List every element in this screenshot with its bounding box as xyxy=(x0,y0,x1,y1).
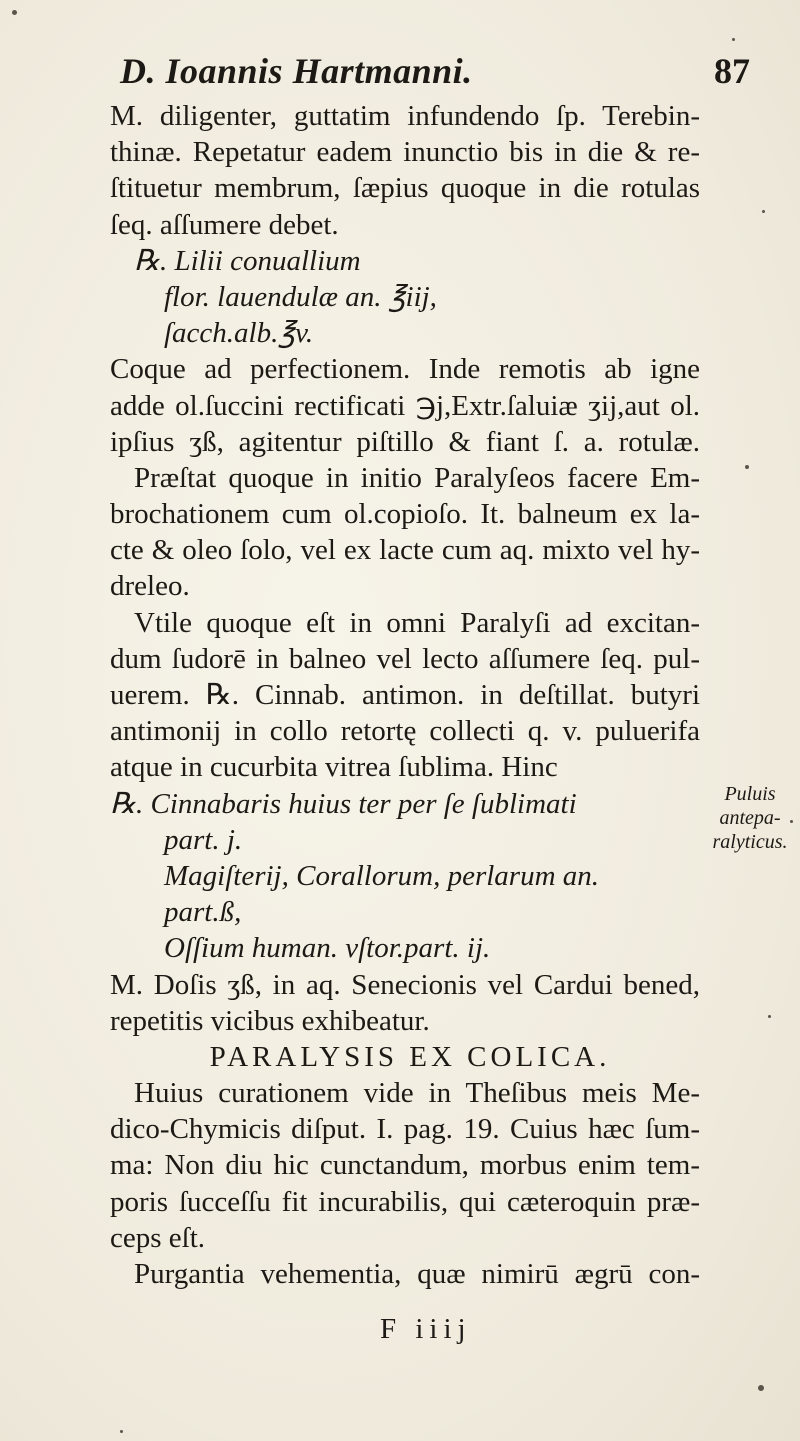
paper-speck xyxy=(745,465,749,469)
paper-speck xyxy=(12,10,17,15)
paper-speck xyxy=(768,1015,771,1018)
paper-speck xyxy=(120,1430,123,1433)
paper-speck xyxy=(758,1385,764,1391)
text-line: poris ſucceſſu fit incurabilis, qui cæteroquin præ- xyxy=(110,1185,700,1218)
signature-mark: F iiij xyxy=(380,1313,472,1345)
recipe-line: flor. lauendulæ an. ℥iij, xyxy=(164,280,437,313)
text-line: ma: Non diu hic cunctandum, morbus enim tem- xyxy=(110,1149,700,1182)
text-line: dum ſudorē in balneo vel lecto aſſumere ſeq. pul- xyxy=(110,642,700,675)
text-line: ſtituetur membrum, ſæpius quoque in die rotulas xyxy=(110,172,700,205)
text-line: cte & oleo ſolo, vel ex lacte cum aq. mixto vel hy- xyxy=(110,534,700,567)
recipe-line: Magiſterij, Corallorum, perlarum an. xyxy=(164,859,600,892)
recipe-line: part. j. xyxy=(164,823,243,856)
text-line: ipſius ʒß, agitentur piſtillo & fiant ſ. a. rotulæ. xyxy=(110,425,700,458)
recipe-line: part.ß, xyxy=(164,896,242,929)
paper-speck xyxy=(732,38,735,41)
margin-note-line: antepa- xyxy=(719,807,781,829)
paper-speck xyxy=(790,820,793,823)
margin-note xyxy=(702,782,798,854)
recipe-line: ℞. Lilii conuallium xyxy=(134,244,361,277)
text-line: ceps eſt. xyxy=(110,1221,206,1254)
text-line: dreleo. xyxy=(110,570,190,603)
text-line: M. diligenter, guttatim infundendo ſp. Terebin- xyxy=(110,100,700,132)
text-line: Præſtat quoque in initio Paralyſeos facere Em- xyxy=(134,461,700,494)
page-number: 87 xyxy=(714,51,750,91)
text-line: uerem. ℞. Cinnab. antimon. in deſtillat. butyri xyxy=(110,679,700,711)
text-line: adde ol.ſuccini rectificati ℈j,Extr.ſaluiæ ʒij,aut ol. xyxy=(110,389,700,422)
running-head: D. Ioannis Hartmanni. xyxy=(120,51,473,91)
text-line: Coque ad perfectionem. Inde remotis ab igne xyxy=(110,353,700,386)
margin-note-line: Puluis xyxy=(724,783,776,805)
text-line: atque in cucurbita vitrea ſublima. Hinc xyxy=(110,751,558,784)
page-header xyxy=(0,44,800,94)
text-line: M. Doſis ʒß, in aq. Senecionis vel Cardui bened, xyxy=(110,968,700,1001)
text-line: thinæ. Repetatur eadem inunctio bis in die & re- xyxy=(110,136,700,169)
text-line: antimonij in collo retortę collecti q. v. puluerifa xyxy=(110,715,700,748)
margin-note-line: ralyticus. xyxy=(712,831,788,853)
text-line: Purgantia vehementia, quæ nimirū ægrū con- xyxy=(134,1258,700,1290)
section-heading: PARALYSIS EX COLICA. xyxy=(209,1040,611,1073)
text-line: Vtile quoque eſt in omni Paralyſi ad excitan- xyxy=(134,606,700,639)
text-line: brochationem cum ol.copioſo. It. balneum ex la- xyxy=(110,498,700,531)
text-line: ſeq. aſſumere debet. xyxy=(110,208,339,241)
text-line: dico-Chymicis diſput. I. pag. 19. Cuius hæc ſum- xyxy=(110,1113,700,1146)
text-line: repetitis vicibus exhibeatur. xyxy=(110,1004,430,1037)
text-line: Huius curationem vide in Theſibus meis Me- xyxy=(134,1077,700,1110)
recipe-line: ſacch.alb.℥v. xyxy=(164,317,314,350)
main-text-block xyxy=(110,98,700,1292)
recipe-line: ℞. Cinnabaris huius ter per ſe ſublimati xyxy=(110,787,577,820)
paper-speck xyxy=(762,210,765,213)
recipe-line: Oſſium human. vſtor.part. ij. xyxy=(164,932,491,965)
